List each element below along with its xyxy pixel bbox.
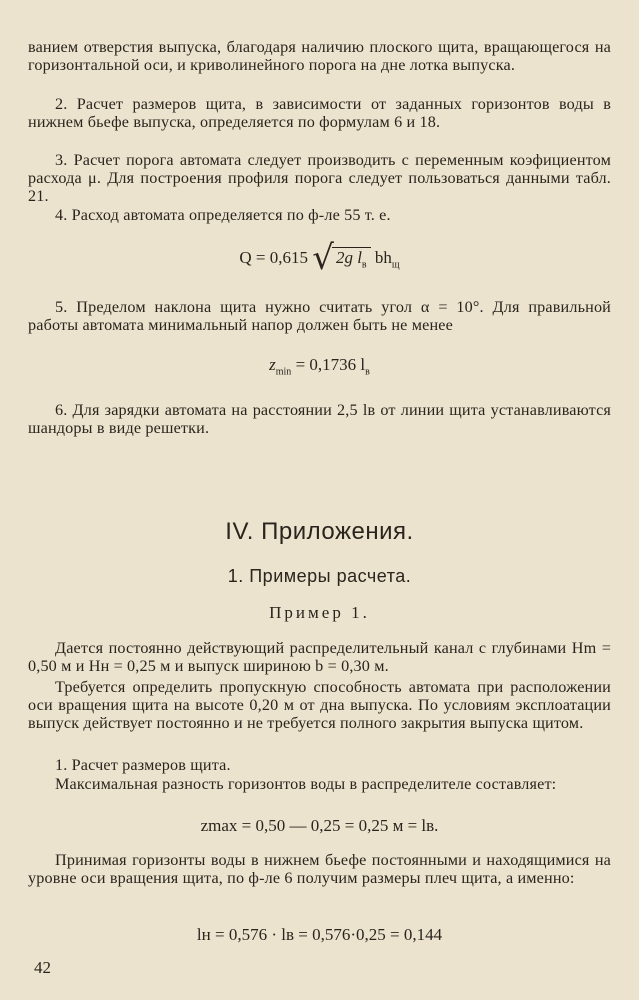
formula-discharge: Q = 0,615 √ 2g $l_в$ $bh_щ$	[239, 238, 400, 278]
paragraph-max-difference: Максимальная разность горизонтов воды в распределителе составляет:	[55, 775, 557, 793]
paragraph-example-given: Дается постоянно действующий распределительный канал с глубинами Hm = 0,50 м и Hн = 0,25 м и выпуск шириною b = 0,30 м.	[28, 639, 611, 675]
radical-sign: √	[312, 238, 334, 278]
paragraph-item-3: 3. Расчет порога автомата следует производить с переменным коэфициентом расхода μ. Для построения профиля порога следует пользоваться данными табл. 21.	[28, 151, 611, 205]
paragraph-item-6: 6. Для зарядки автомата на расстоянии 2,5 lв от линии щита устанавливаются шандоры в виде решетки.	[28, 401, 611, 437]
formula-discharge-radicand: 2g $l_в$	[332, 247, 371, 270]
paragraph-arm-sizes: Принимая горизонты воды в нижнем бьефе постоянными и находящимися на уровне оси вращения щита, по ф-ле 6 получим размеры плеч щита, а именно:	[28, 851, 611, 887]
paragraph-item-5: 5. Пределом наклона щита нужно считать угол α = 10°. Для правильной работы автомата минимальный напор должен быть не менее	[28, 298, 611, 334]
page-number: 42	[34, 958, 51, 977]
paragraph-example-task: Требуется определить пропускную способность автомата при расположении оси вращения щита на высоте 0,20 м от дна выпуска. По условиям эксплоатации выпуск действует постоянно и не требуется полного закрытия выпуска щитом.	[28, 678, 611, 732]
paragraph-continuation: ванием отверстия выпуска, благодаря наличию плоского щита, вращающегося на горизонтальной оси, и криволинейного порога на дне лотка выпуска.	[28, 38, 611, 74]
formula-arm-length: lн = 0,576 · lв = 0,576·0,25 = 0,144	[196, 925, 443, 944]
formula-discharge-left: Q = 0,615	[239, 248, 309, 267]
section-heading: IV. Приложения.	[225, 518, 414, 545]
formula-zmax: zmax = 0,50 — 0,25 = 0,25 м = lв.	[200, 816, 439, 835]
paragraph-step-1: 1. Расчет размеров щита.	[55, 756, 231, 774]
paragraph-item-2: 2. Расчет размеров щита, в зависимости от заданных горизонтов воды в нижнем бьефе выпуска, определяется по формулам 6 и 18.	[28, 95, 611, 131]
paragraph-item-4: 4. Расход автомата определяется по ф-ле 55 т. е.	[55, 206, 391, 224]
formula-min-head: $z_{min} = 0,1736$ $l_в$	[269, 355, 370, 378]
subsection-heading: 1. Примеры расчета.	[227, 566, 412, 586]
example-heading: Пример 1.	[269, 603, 370, 622]
